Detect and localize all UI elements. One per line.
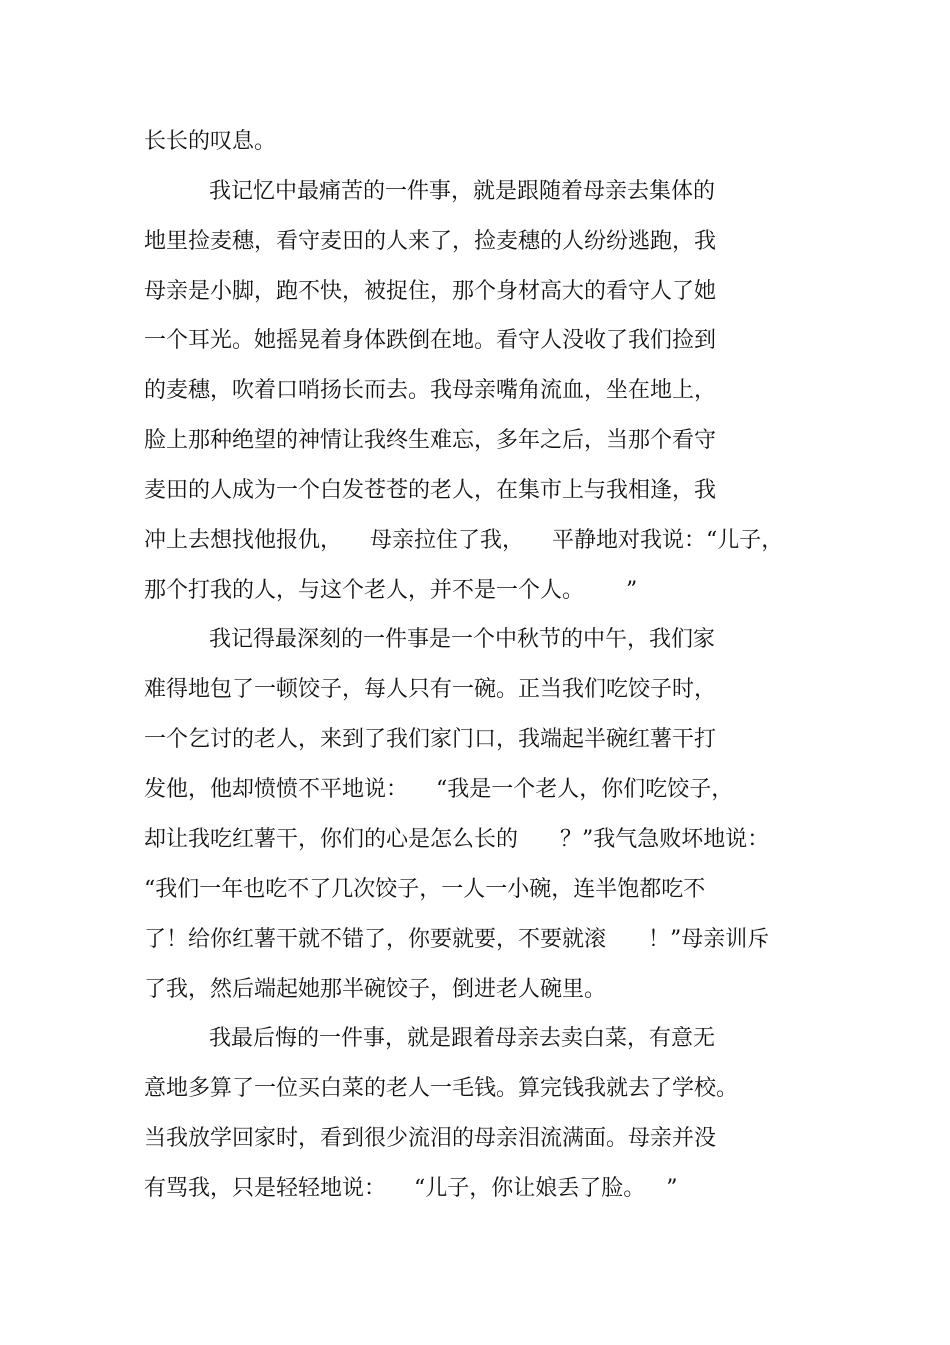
paragraph-first-line: 我最后悔的一件事，就是跟着母亲去卖白菜，有意无 bbox=[209, 1026, 716, 1051]
text-line: 了！给你红薯干就不错了，你要就要，不要就滚 ！”母亲训斥 bbox=[144, 927, 770, 952]
text-line: “我们一年也吃不了几次饺子，一人一小碗，连半饱都吃不 bbox=[144, 877, 706, 902]
paragraph-first-line: 我记忆中最痛苦的一件事，就是跟随着母亲去集体的 bbox=[209, 179, 716, 204]
text-line: 冲上去想找他报仇， 母亲拉住了我， 平静地对我说：“儿子， bbox=[144, 528, 784, 553]
text-line: 了我，然后端起她那半碗饺子，倒进老人碗里。 bbox=[144, 977, 607, 1002]
text-line: 却让我吃红薯干，你们的心是怎么长的 ？”我气急败坏地说： bbox=[144, 827, 770, 852]
text-line: 有骂我，只是轻轻地说： “儿子，你让娘丢了脸。 ” bbox=[144, 1176, 678, 1201]
text-line: 发他，他却愤愤不平地说： “我是一个老人，你们吃饺子， bbox=[144, 777, 734, 802]
text-line: 那个打我的人，与这个老人，并不是一个人。 ” bbox=[144, 578, 638, 603]
text-line: 脸上那种绝望的神情让我终生难忘，多年之后，当那个看守 bbox=[144, 428, 717, 453]
text-line: 一个乞讨的老人，来到了我们家门口，我端起半碗红薯干打 bbox=[144, 727, 717, 752]
text-line: 当我放学回家时，看到很少流泪的母亲泪流满面。母亲并没 bbox=[144, 1126, 717, 1151]
text-line: 的麦穗，吹着口哨扬长而去。我母亲嘴角流血，坐在地上， bbox=[144, 378, 717, 403]
text-line: 麦田的人成为一个白发苍苍的老人，在集市上与我相逢，我 bbox=[144, 478, 717, 503]
text-line: 难得地包了一顿饺子，每人只有一碗。正当我们吃饺子时， bbox=[144, 677, 717, 702]
paragraph-first-line: 我记得最深刻的一件事是一个中秋节的中午，我们家 bbox=[209, 627, 716, 652]
text-line: 一个耳光。她摇晃着身体跌倒在地。看守人没收了我们捡到 bbox=[144, 328, 717, 353]
text-line: 意地多算了一位买白菜的老人一毛钱。算完钱我就去了学校。 bbox=[144, 1076, 739, 1101]
text-line: 地里捡麦穗，看守麦田的人来了，捡麦穗的人纷纷逃跑，我 bbox=[144, 229, 717, 254]
text-line: 长长的叹息。 bbox=[144, 129, 277, 154]
text-line: 母亲是小脚，跑不快，被捉住，那个身材高大的看守人了她 bbox=[144, 279, 717, 304]
